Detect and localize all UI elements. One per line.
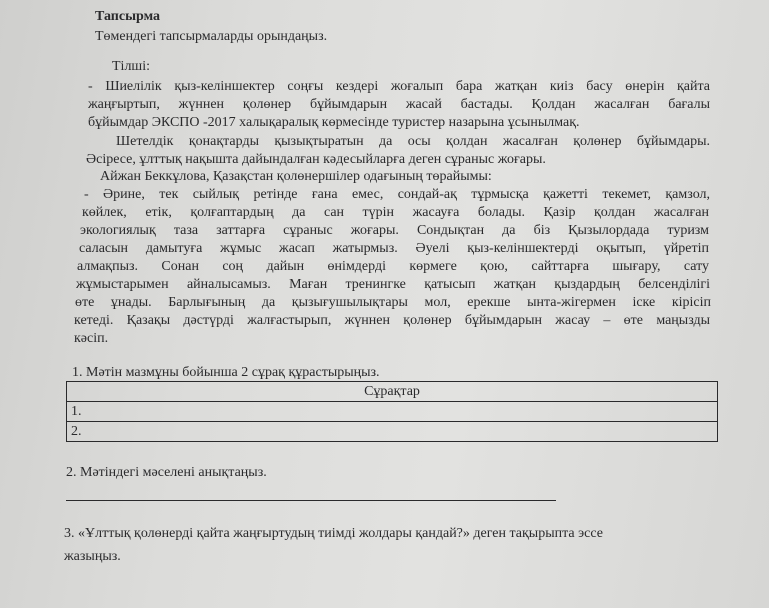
table-row[interactable]: 2. (67, 422, 718, 442)
paragraph-line: экологиялық таза заттарға сұраныс жоғары. Сондықтан да біз Қызылордада туризм (80, 223, 709, 238)
paragraph-line: саласын дамытуға жұмыс жасап жатырмыз. Әуелі қыз-келіншектерді оқытып, үйретіп (79, 241, 709, 256)
paragraph-line: жұмыстарымен айналысамыз. Маған тренингке қатысып жатқан қыздардың белсенділігі (76, 277, 710, 292)
table-header: Сұрақтар (67, 382, 718, 402)
paragraph-line: жаңғыртып, жүннен қолөнер бұйымдарын жасай бастады. Қолдан жасалған бағалы (88, 97, 710, 112)
instruction: Төмендегі тапсырмаларды орындаңыз. (95, 29, 328, 44)
answer-line[interactable] (66, 500, 556, 501)
table-row[interactable]: 1. (67, 402, 718, 422)
paragraph-line: кәсіп. (74, 331, 109, 346)
questions-table (66, 381, 718, 442)
speaker-label: Айжан Беккұлова, Қазақстан қолөнершілер одағының төрайымы: (100, 169, 492, 184)
task-3-label: 3. «Ұлттық қолөнерді қайта жаңғыртудың тиімді жолдары қандай?» деген тақырыпта эссе (64, 526, 603, 541)
document-title: Тапсырма (95, 9, 161, 24)
paragraph-line: - Шиелілік қыз-келіншектер соңғы кездері жоғалып бара жатқан киіз басу өнерін қайта (88, 79, 710, 94)
paragraph-line: кетеді. Қазақы дәстүрді жалғастырып, жүннен қолөнер бұйымдарын жасау – өте маңызды (74, 313, 710, 328)
task-2-label: 2. Мәтіндегі мәселені анықтаңыз. (66, 465, 267, 480)
paragraph-line: Шетелдік қонақтарды қызықтыратын да осы қолдан жасалған қолөнер бұйымдары. (116, 134, 710, 149)
paragraph-line: алмақпыз. Сонан соң дайын өнімдерді көрмеге қою, сайттарға шығару, сату (77, 259, 709, 274)
speaker-label: Тілші: (112, 59, 150, 74)
paragraph-line: - Әрине, тек сыйлық ретінде ғана емес, сондай-ақ тұрмысқа қажетті текемет, қамзол, (84, 187, 710, 202)
paragraph-line: Әсіресе, ұлттық нақышта дайындалған кәдесыйларға деген сұраныс жоғары. (86, 152, 546, 167)
paragraph-line: бұйымдар ЭКСПО -2017 халықаралық көрмесінде туристер назарына ұсынылмақ. (88, 115, 580, 130)
paragraph-line: өте ұнады. Барлығының да қызығушылықтары мол, ерекше ынта-жігермен іске кірісіп (75, 295, 711, 310)
task-1-label: 1. Мәтін мазмұны бойынша 2 сұрақ құрастырыңыз. (72, 365, 380, 380)
paragraph-line: көйлек, етік, қолғаптардың да сан түрін жасауға болады. Қазір қолдан жасалған (82, 205, 709, 220)
task-3-label-cont: жазыңыз. (64, 549, 121, 564)
